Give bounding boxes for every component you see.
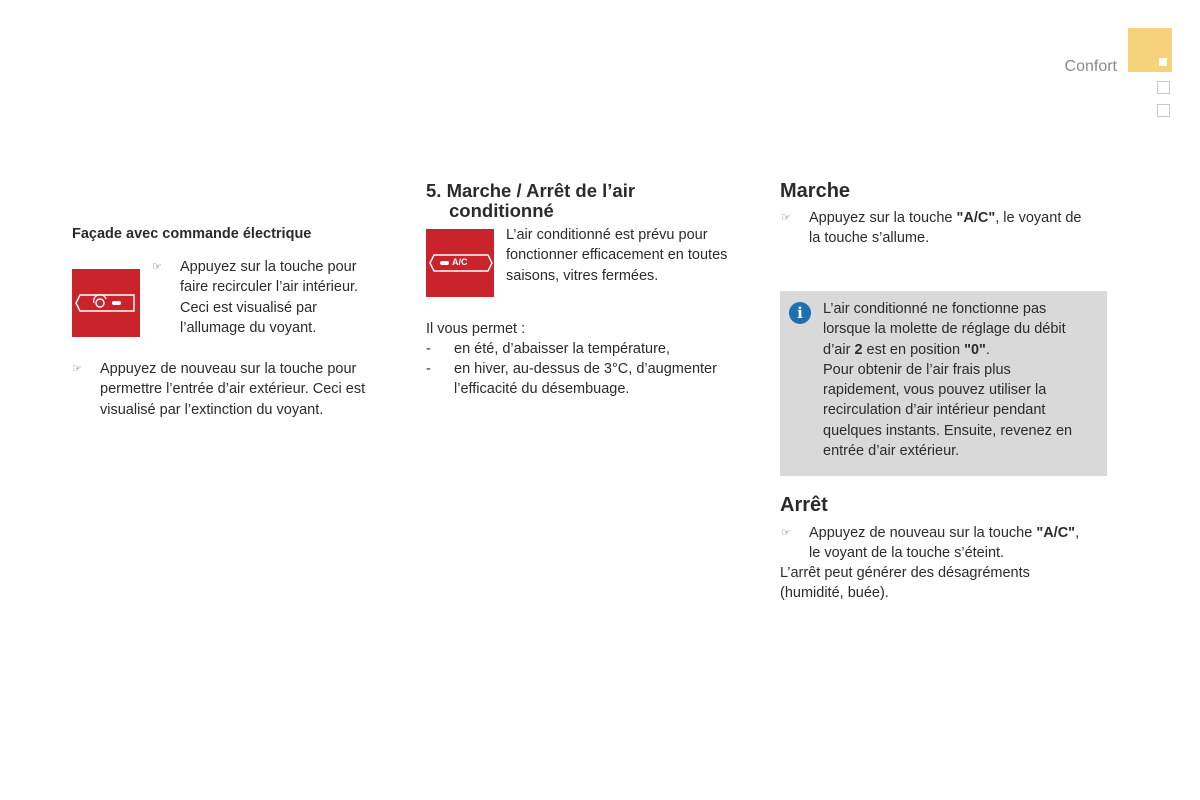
text-span: , le voyant de bbox=[995, 210, 1082, 226]
text-line: entrée d’air extérieur. bbox=[823, 443, 960, 460]
text-line: la touche s’allume. bbox=[809, 230, 930, 247]
chapter-tab-box bbox=[1157, 81, 1170, 94]
arret-note bbox=[780, 563, 1030, 604]
marche-heading: Marche bbox=[780, 180, 851, 202]
bullet-icon: ☞ bbox=[152, 261, 162, 273]
winter-item bbox=[454, 359, 717, 400]
text-line bbox=[809, 208, 1082, 228]
heading-line: conditionné bbox=[449, 200, 554, 221]
outside-air-instruction bbox=[100, 359, 365, 420]
text-line bbox=[809, 523, 1079, 543]
bullet-icon: ☞ bbox=[781, 212, 791, 224]
heading-line: 5. Marche / Arrêt de l’air bbox=[426, 180, 636, 201]
ac-intro bbox=[506, 225, 727, 286]
text-line bbox=[823, 340, 1072, 360]
text-line: recirculation d’air intérieur pendant bbox=[823, 402, 1046, 419]
info-text bbox=[823, 299, 1072, 461]
arret-instruction bbox=[809, 523, 1079, 564]
dash-marker: - bbox=[426, 361, 431, 377]
ac-button-label: A/C bbox=[452, 257, 468, 267]
text-line: L’arrêt peut générer des désagréments bbox=[780, 565, 1030, 581]
recirculation-button-image bbox=[72, 269, 140, 337]
dash-marker: - bbox=[426, 341, 431, 357]
arret-heading: Arrêt bbox=[780, 494, 828, 516]
text-line: le voyant de la touche s’éteint. bbox=[809, 545, 1005, 562]
text-span: Appuyez sur la touche bbox=[809, 210, 957, 226]
allows-label: Il vous permet : bbox=[426, 321, 526, 337]
text-line: visualisé par l’extinction du voyant. bbox=[100, 401, 324, 418]
text-line: fonctionner efficacement en toutes bbox=[506, 247, 728, 264]
dial-number: 2 bbox=[854, 341, 863, 358]
text-line: permettre l’entrée d’air extérieur. Ceci est bbox=[100, 381, 366, 398]
summer-item: en été, d’abaisser la température, bbox=[454, 341, 671, 357]
recirculation-icon bbox=[72, 269, 140, 337]
ac-button-image bbox=[426, 229, 494, 297]
bullet-icon: ☞ bbox=[781, 527, 791, 539]
text-line: Appuyez de nouveau sur la touche pour bbox=[100, 361, 357, 377]
key-label: "A/C" bbox=[1036, 525, 1076, 541]
text-line: l’allumage du voyant. bbox=[180, 319, 317, 336]
recirculate-instruction bbox=[180, 257, 358, 338]
text-span: d’air bbox=[823, 341, 855, 358]
key-label: "A/C" bbox=[956, 210, 996, 226]
text-line: faire recirculer l’air intérieur. bbox=[180, 279, 359, 296]
text-line: (humidité, buée). bbox=[780, 585, 889, 602]
text-line: saisons, vitres fermées. bbox=[506, 267, 659, 284]
text-line: Ceci est visualisé par bbox=[180, 299, 317, 316]
text-span: est en position bbox=[862, 341, 965, 358]
text-line: lorsque la molette de réglage du débit bbox=[823, 321, 1066, 338]
text-line: en hiver, au-dessus de 3°C, d’augmenter bbox=[454, 361, 717, 377]
text-line: Pour obtenir de l’air frais plus bbox=[823, 361, 1011, 378]
text-span: Appuyez de nouveau sur la touche bbox=[809, 525, 1037, 541]
text-line: L’air conditionné ne fonctionne pas bbox=[823, 301, 1047, 317]
text-line: rapidement, vous pouvez utiliser la bbox=[823, 382, 1047, 399]
section-title: Confort bbox=[1064, 58, 1117, 75]
text-line: quelques instants. Ensuite, revenez en bbox=[823, 422, 1073, 439]
bullet-icon: ☞ bbox=[72, 363, 82, 375]
dial-position: "0" bbox=[964, 341, 986, 358]
text-span: , bbox=[1075, 525, 1080, 541]
text-line: L’air conditionné est prévu pour bbox=[506, 227, 708, 243]
info-icon: i bbox=[789, 302, 811, 324]
control-panel-subtitle: Façade avec commande électrique bbox=[72, 226, 312, 242]
section-heading bbox=[426, 181, 635, 221]
chapter-tab-box bbox=[1157, 104, 1170, 117]
text-line: l’efficacité du désembuage. bbox=[454, 381, 630, 398]
text-span: . bbox=[985, 341, 990, 358]
text-line: Appuyez sur la touche pour bbox=[180, 259, 357, 275]
marche-instruction bbox=[809, 208, 1082, 249]
chapter-tab-marker bbox=[1159, 58, 1167, 66]
